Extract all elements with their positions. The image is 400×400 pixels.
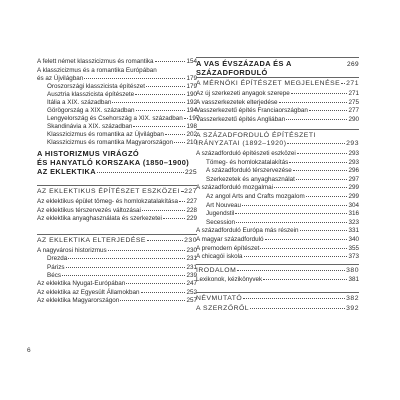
- irodalom-row: [196, 267, 359, 275]
- toc-entry-page: 296: [348, 167, 359, 175]
- toc-entry: [196, 253, 359, 261]
- toc-entry: [196, 202, 359, 210]
- vas-page: 269: [346, 61, 359, 68]
- toc-entry-title: Oroszországi klasszicista építészet: [47, 83, 145, 90]
- toc-entry-page: 247: [186, 280, 197, 288]
- toc-entry: [196, 236, 359, 244]
- lexikon-entry: [196, 276, 359, 284]
- section-rule: [196, 264, 359, 265]
- toc-entry: [196, 167, 359, 175]
- toc-entry-page: 154: [186, 58, 197, 65]
- toc-entry-title: Az eklektika anyaghasználata és szerkezetei: [37, 215, 162, 222]
- historicism-page: 225: [184, 169, 197, 176]
- toc-entry-page: 252: [186, 288, 197, 296]
- nevmutato-page: 382: [346, 295, 359, 302]
- toc-entry: [37, 99, 197, 107]
- sectionB-page: 293: [346, 140, 359, 147]
- section2-page: 230: [184, 237, 197, 244]
- toc-entry-page: 257: [186, 296, 197, 304]
- toc-entry-page: 197: [188, 115, 200, 122]
- toc-entry-page: 202: [186, 131, 197, 138]
- historicism-heading-line3: [37, 168, 197, 178]
- toc-entry-title: Jugendstil: [206, 210, 235, 218]
- toc-entry-title: Tömeg- és homlokzatalakítás: [206, 158, 289, 166]
- section1-title: AZ EKLEKTIKUS ÉPÍTÉSZET ESZKÖZEI: [37, 188, 180, 195]
- toc-entry-page: 230: [186, 247, 197, 254]
- section1-title-row: [37, 188, 197, 196]
- section-rule: [196, 129, 359, 130]
- toc-entry-page: 331: [348, 227, 359, 235]
- toc-entry-title: A századforduló mozgalmai: [196, 184, 274, 192]
- toc-entry-page: 210: [186, 139, 197, 146]
- toc-entry-page: 228: [186, 206, 197, 214]
- toc-entry-page: 299: [348, 193, 359, 200]
- toc-entry: [196, 159, 359, 167]
- toc-entry: [196, 227, 359, 235]
- toc-entry-title: Drezda: [47, 255, 68, 263]
- toc-entry-page: 271: [348, 90, 359, 97]
- toc-entry-title: és az Újvilágban: [37, 75, 84, 82]
- toc-entry-title: Ausztria klasszicista építészete: [47, 91, 135, 98]
- toc-entry-title: A századforduló építészeti eszközei: [196, 150, 296, 157]
- toc-entry-page: 299: [348, 184, 359, 192]
- toc-entry: [37, 297, 197, 305]
- toc-entry-title: A vasszerkezetek elterjedése: [196, 98, 278, 106]
- toc-entry: [196, 107, 359, 115]
- nevmutato-row: [196, 295, 359, 303]
- toc-entry: [196, 245, 359, 253]
- toc-entry: [37, 272, 197, 280]
- toc-entry: [37, 83, 197, 91]
- lexikon-text: Lexikonok, kézikönyvek: [196, 276, 263, 283]
- toc-entry-page: 192: [186, 99, 197, 106]
- toc-entry-page: 290: [348, 115, 359, 123]
- toc-entry: [37, 115, 200, 123]
- section-rule: [196, 57, 359, 58]
- toc-entry: [37, 215, 197, 223]
- toc-entry: [196, 210, 359, 218]
- toc-entry-page: 277: [348, 107, 359, 114]
- toc-entry-title: Görögország a XIX. században: [47, 107, 135, 114]
- toc-entry-page: 340: [348, 236, 359, 243]
- toc-entry-page: 227: [186, 198, 197, 205]
- historicism-heading-line1: A HISTORIZMUS VIRÁGZÓ: [37, 149, 140, 158]
- toc-entry-page: 198: [186, 123, 197, 130]
- toc-entry: [37, 67, 197, 75]
- toc-entry-title: Az angol Arts and Crafts mozgalom: [206, 193, 305, 200]
- toc-entry-title: A chicagói iskola: [196, 253, 243, 261]
- sectionB-title-l1: A SZÁZADFORDULÓ ÉPÍTÉSZETI: [196, 132, 316, 139]
- toc-entry: [196, 219, 359, 227]
- page-number: 6: [27, 347, 31, 354]
- toc-entry-page: 293: [348, 158, 359, 166]
- toc-entry-title: A premodern építészet: [196, 244, 260, 252]
- section1-page: 227: [184, 188, 197, 195]
- sectionA-title: A MÉRNÖKI ÉPÍTÉSZET MEGJELENÉSE: [196, 80, 341, 87]
- toc-entry-page: 316: [348, 210, 359, 218]
- toc-entry-page: 239: [186, 271, 197, 279]
- toc-entry-title: Klasszicizmus és romantika az Újvilágban: [47, 131, 164, 138]
- nevmutato-title: NÉVMUTATÓ: [196, 295, 243, 302]
- toc-entry-title: Az eklektika Magyarországon: [37, 296, 120, 304]
- toc-entry-title: A századforduló térszervezése: [206, 167, 292, 175]
- toc-entry: [196, 176, 359, 184]
- toc-entry-title: Vasszerkezetű építés Angliában: [196, 115, 286, 123]
- historicism-heading-text: AZ EKLEKTIKA: [37, 167, 96, 176]
- toc-entry: [37, 123, 197, 131]
- toc-entry-page: 179: [186, 83, 197, 90]
- lexikon-page: 381: [348, 276, 359, 283]
- toc-entry-title: Lengyelország és Csehország a XIX. században: [47, 115, 183, 122]
- szerzorol-title: A SZERZŐRŐL: [196, 305, 250, 312]
- toc-entry-title: Az eklektikus épület tömeg- és homlokzatalakítása: [37, 198, 179, 205]
- toc-entry-title: Párizs: [47, 263, 65, 271]
- toc-entry-title: A magyar századforduló: [196, 236, 264, 243]
- section-rule: [37, 234, 197, 235]
- toc-entry-page: 373: [348, 253, 359, 261]
- toc-entry-title: Az új szerkezeti anyagok szerepe: [196, 90, 290, 97]
- toc-entry: [37, 207, 197, 215]
- toc-entry-title: Az eklektikus térszervezés változásai: [37, 206, 141, 214]
- toc-entry-title: Secession: [206, 218, 236, 226]
- toc-entry: [196, 90, 359, 98]
- toc-entry: [37, 198, 197, 206]
- toc-entry-title: Art Nouveau: [206, 201, 242, 209]
- historicism-heading-line2: ÉS HANYATLÓ KORSZAKA (1850–1900): [37, 158, 190, 167]
- vas-heading-row: [196, 60, 359, 77]
- toc-entry: [37, 107, 197, 115]
- irodalom-title: IRODALOM: [196, 267, 237, 274]
- section-rule: [37, 185, 197, 186]
- toc-entry-title: A századforduló Európa más részein: [196, 227, 299, 235]
- toc-entry-page: 229: [186, 215, 197, 222]
- toc-entry-page: 297: [348, 175, 359, 183]
- toc-entry: [37, 91, 197, 99]
- vas-heading: A VAS ÉVSZÁZADA ÉS A SZÁZADFORDULÓ: [196, 59, 292, 77]
- toc-entry-page: 355: [348, 244, 359, 252]
- toc-entry: [37, 255, 197, 263]
- toc-entry: [196, 193, 359, 201]
- section-rule: [196, 77, 359, 78]
- toc-entry: [37, 289, 197, 297]
- toc-entry-title: Itália a XIX. században: [47, 99, 112, 106]
- szerzorol-page: 392: [346, 305, 359, 312]
- toc-entry-title: Skandinávia a XIX. században: [47, 123, 133, 130]
- toc-entry-page: 194: [186, 107, 197, 114]
- szerzorol-row: [196, 305, 359, 313]
- sectionB-title-line1: [196, 132, 359, 140]
- section2-title-row: [37, 237, 197, 245]
- toc-entry: [37, 131, 197, 139]
- toc-entry-page: 231: [186, 255, 197, 263]
- sectionA-title-row: [196, 80, 359, 88]
- section-rule: [196, 292, 359, 293]
- toc-entry-title: Vasszerkezetű építés Franciaországban: [196, 107, 308, 114]
- toc-entry: [196, 99, 359, 107]
- toc-entry: [196, 116, 359, 124]
- toc-entry-title: A nagyvárosi historizmus: [37, 247, 107, 254]
- toc-entry-page: 293: [348, 150, 359, 157]
- toc-entry: [37, 247, 197, 255]
- sectionB-title-l2: IRÁNYZATAI (1892–1920): [196, 140, 287, 147]
- toc-entry-title: Az eklektika az Egyesült Államokban: [37, 288, 140, 296]
- toc-entry: [37, 58, 197, 66]
- toc-entry: [37, 280, 197, 288]
- irodalom-page: 380: [346, 267, 359, 274]
- toc-entry-title: A klasszicizmus és a romantika Európában: [37, 67, 157, 74]
- toc-entry: [37, 264, 197, 272]
- toc-entry-page: 179: [186, 75, 197, 82]
- toc-entry-title: Szerkezetek és anyaghasználat: [206, 175, 295, 183]
- toc-entry-page: 304: [348, 201, 359, 209]
- toc-entry-page: 275: [348, 98, 359, 106]
- toc-entry-page: 190: [186, 91, 197, 98]
- section2-title: AZ EKLEKTIKA ELTERJEDÉSE: [37, 237, 146, 244]
- toc-entry-title: Az eklektika Nyugat-Európában: [37, 280, 126, 288]
- sectionA-page: 271: [346, 80, 359, 87]
- toc-entry-page: 231: [186, 263, 197, 271]
- toc-entry-title: Bécs: [47, 271, 61, 279]
- sectionB-title-line2: [196, 140, 359, 148]
- toc-entry: [196, 184, 359, 192]
- toc-entry-title: A felett német klasszicizmus és romantika: [37, 58, 154, 65]
- toc-entry: [196, 150, 359, 158]
- toc-entry: [37, 75, 197, 83]
- toc-entry: [37, 139, 197, 147]
- toc-entry-page: 323: [348, 218, 359, 226]
- toc-entry-title: Klasszicizmus és romantika Magyarországon: [47, 139, 173, 146]
